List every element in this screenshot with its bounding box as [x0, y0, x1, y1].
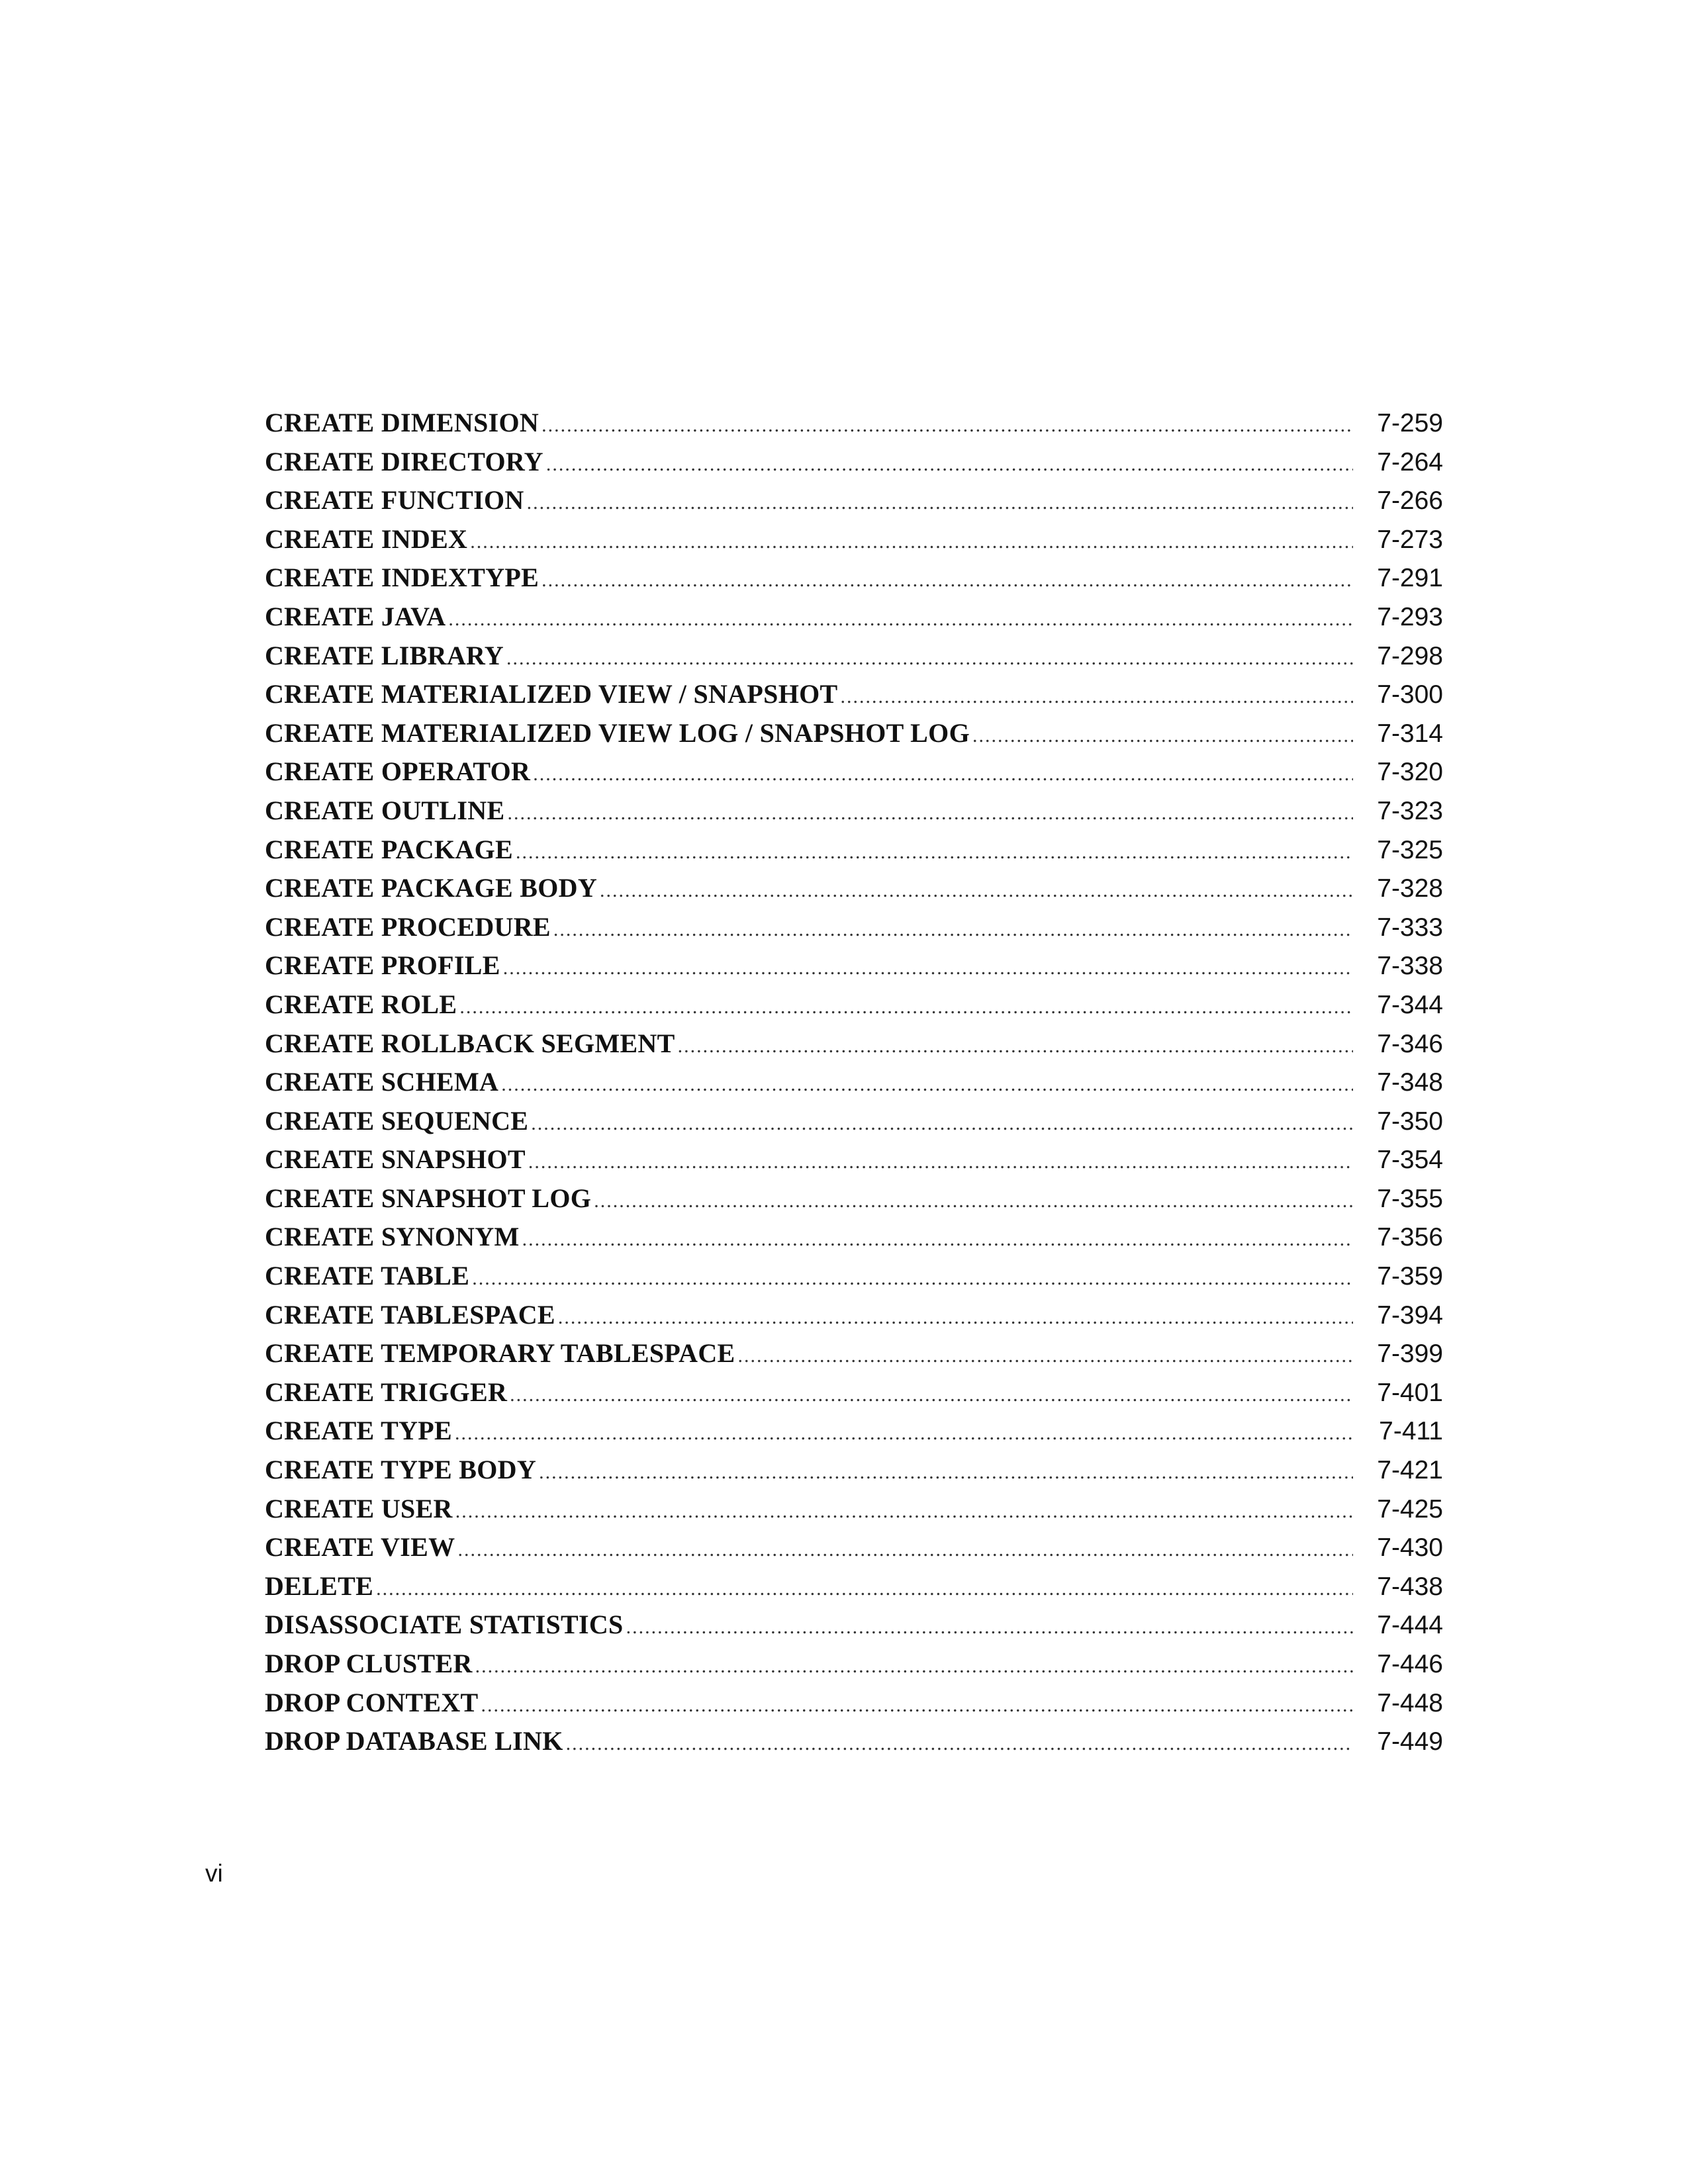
dot-leader	[972, 717, 1353, 756]
dot-leader	[626, 1608, 1353, 1647]
toc-entry-page[interactable]: 7-446	[1377, 1650, 1443, 1678]
toc-entry-page[interactable]: 7-411	[1379, 1417, 1443, 1446]
toc-entry-page[interactable]: 7-355	[1377, 1184, 1443, 1213]
toc-entry-page[interactable]: 7-348	[1377, 1068, 1443, 1097]
toc-entry-list	[265, 404, 1443, 1761]
toc-entry[interactable]	[265, 443, 1443, 482]
toc-entry-title[interactable]: CREATE TEMPORARY TABLESPACE	[265, 1338, 735, 1369]
toc-entry-title[interactable]: CREATE PROCEDURE	[265, 911, 551, 942]
toc-entry-title[interactable]: CREATE PACKAGE	[265, 834, 513, 864]
toc-entry-page[interactable]: 7-394	[1377, 1300, 1443, 1330]
toc-entry-page[interactable]: 7-273	[1377, 525, 1443, 554]
toc-entry[interactable]	[265, 869, 1443, 908]
toc-entry-page[interactable]: 7-344	[1377, 990, 1443, 1019]
toc-entry[interactable]	[265, 831, 1443, 870]
dot-leader	[470, 523, 1353, 562]
toc-entry-title[interactable]: CREATE TABLE	[265, 1261, 470, 1291]
dot-leader	[594, 1182, 1353, 1221]
toc-entry[interactable]	[265, 1606, 1443, 1645]
toc-entry[interactable]	[265, 559, 1443, 598]
toc-entry-page[interactable]: 7-449	[1377, 1727, 1443, 1756]
toc-entry[interactable]	[265, 1528, 1443, 1567]
toc-entry-title[interactable]: CREATE ROLLBACK SEGMENT	[265, 1028, 675, 1058]
dot-leader	[527, 484, 1353, 523]
toc-entry[interactable]	[265, 1645, 1443, 1684]
dot-leader	[506, 639, 1353, 678]
toc-entry-page[interactable]: 7-325	[1377, 835, 1443, 864]
toc-entry[interactable]	[265, 1024, 1443, 1064]
table-of-contents	[265, 404, 1443, 1761]
toc-entry[interactable]	[265, 1684, 1443, 1723]
dot-leader	[600, 872, 1353, 911]
toc-entry-page[interactable]: 7-266	[1377, 486, 1443, 516]
toc-entry[interactable]	[265, 1102, 1443, 1141]
toc-entry[interactable]	[265, 520, 1443, 559]
toc-entry-page[interactable]: 7-293	[1377, 602, 1443, 631]
toc-entry-title[interactable]: CREATE SCHEMA	[265, 1067, 499, 1097]
toc-entry[interactable]	[265, 675, 1443, 714]
toc-entry-title[interactable]: DELETE	[265, 1570, 374, 1601]
dot-leader	[516, 833, 1353, 872]
toc-entry[interactable]	[265, 1140, 1443, 1179]
toc-entry-page[interactable]: 7-346	[1377, 1029, 1443, 1058]
toc-entry-page[interactable]: 7-300	[1377, 680, 1443, 709]
toc-entry-page[interactable]: 7-323	[1377, 796, 1443, 825]
toc-entry-title[interactable]: CREATE TYPE	[265, 1416, 452, 1446]
toc-entry-title[interactable]: CREATE DIRECTORY	[265, 446, 543, 477]
toc-entry-title[interactable]: CREATE DIMENSION	[265, 408, 539, 437]
toc-entry-page[interactable]: 7-401	[1377, 1378, 1443, 1407]
toc-entry[interactable]	[265, 1218, 1443, 1257]
toc-entry-title[interactable]: DROP CONTEXT	[265, 1687, 479, 1717]
toc-entry-page[interactable]: 7-421	[1377, 1456, 1443, 1485]
toc-entry-title[interactable]: CREATE USER	[265, 1493, 453, 1524]
toc-entry-page[interactable]: 7-333	[1377, 913, 1443, 942]
toc-entry-title[interactable]: CREATE ROLE	[265, 989, 457, 1019]
toc-entry-page[interactable]: 7-425	[1377, 1494, 1443, 1524]
toc-entry-page[interactable]: 7-354	[1377, 1146, 1443, 1175]
dot-leader	[510, 1376, 1353, 1415]
toc-entry-page[interactable]: 7-399	[1377, 1340, 1443, 1369]
dot-leader	[531, 1105, 1353, 1144]
toc-entry-page[interactable]: 7-350	[1377, 1107, 1443, 1136]
toc-entry-title[interactable]: CREATE INDEX	[265, 523, 468, 554]
toc-entry[interactable]	[265, 1490, 1443, 1529]
toc-entry-title[interactable]: CREATE SNAPSHOT	[265, 1144, 526, 1175]
toc-entry[interactable]	[265, 1722, 1443, 1761]
toc-entry-title[interactable]: CREATE OPERATOR	[265, 756, 531, 787]
dot-leader	[738, 1337, 1353, 1376]
dot-leader	[503, 949, 1353, 988]
dot-leader	[522, 1220, 1353, 1259]
dot-leader	[566, 1725, 1353, 1764]
dot-leader	[507, 794, 1353, 833]
toc-entry[interactable]	[265, 1179, 1443, 1218]
dot-leader	[539, 1453, 1353, 1492]
dot-leader	[678, 1027, 1353, 1066]
toc-entry[interactable]	[265, 1296, 1443, 1335]
toc-entry-title[interactable]: CREATE OUTLINE	[265, 795, 505, 825]
dot-leader	[376, 1570, 1353, 1609]
toc-entry[interactable]	[265, 985, 1443, 1024]
toc-entry[interactable]	[265, 752, 1443, 792]
toc-entry-title[interactable]: DROP DATABASE LINK	[265, 1726, 563, 1756]
toc-entry-page[interactable]: 7-448	[1377, 1688, 1443, 1717]
toc-entry[interactable]	[265, 1373, 1443, 1412]
toc-entry-title[interactable]: CREATE VIEW	[265, 1532, 455, 1563]
toc-entry-page[interactable]: 7-264	[1377, 447, 1443, 477]
toc-entry[interactable]	[265, 1412, 1443, 1451]
toc-entry-page[interactable]: 7-338	[1377, 952, 1443, 981]
toc-entry-title[interactable]: CREATE FUNCTION	[265, 485, 524, 516]
toc-entry[interactable]	[265, 1063, 1443, 1102]
toc-entry-title[interactable]: CREATE JAVA	[265, 601, 446, 631]
toc-entry-title[interactable]: CREATE PACKAGE BODY	[265, 873, 598, 903]
dot-leader	[455, 1492, 1353, 1531]
toc-entry-title[interactable]: CREATE SYNONYM	[265, 1222, 520, 1252]
toc-entry[interactable]	[265, 1257, 1443, 1296]
toc-entry[interactable]	[265, 1334, 1443, 1373]
toc-entry[interactable]	[265, 1567, 1443, 1606]
toc-entry-title[interactable]: CREATE PROFILE	[265, 950, 500, 981]
toc-entry-page[interactable]: 7-438	[1377, 1572, 1443, 1601]
dot-leader	[457, 1531, 1353, 1570]
dot-leader	[481, 1686, 1353, 1725]
toc-entry[interactable]	[265, 714, 1443, 753]
page-number: vi	[205, 1860, 223, 1887]
toc-entry[interactable]	[265, 404, 1443, 443]
toc-entry-title[interactable]: CREATE SEQUENCE	[265, 1105, 529, 1136]
toc-entry-title[interactable]: CREATE SNAPSHOT LOG	[265, 1183, 592, 1213]
toc-entry-title[interactable]: CREATE TABLESPACE	[265, 1299, 555, 1330]
toc-entry[interactable]	[265, 946, 1443, 985]
toc-entry-page[interactable]: 7-320	[1377, 758, 1443, 787]
toc-entry-title[interactable]: CREATE TYPE BODY	[265, 1455, 537, 1485]
dot-leader	[841, 678, 1354, 717]
dot-leader	[448, 600, 1353, 639]
toc-entry[interactable]	[265, 1451, 1443, 1490]
toc-entry-title[interactable]: CREATE MATERIALIZED VIEW LOG / SNAPSHOT LOG	[265, 717, 970, 748]
dot-leader	[459, 988, 1353, 1027]
dot-leader	[533, 755, 1353, 794]
toc-entry-page[interactable]: 7-314	[1377, 719, 1443, 748]
toc-entry-page[interactable]: 7-356	[1377, 1223, 1443, 1252]
toc-entry-title[interactable]: DISASSOCIATE STATISTICS	[265, 1610, 624, 1640]
toc-entry-page[interactable]: 7-359	[1377, 1262, 1443, 1291]
toc-entry[interactable]	[265, 792, 1443, 831]
dot-leader	[475, 1647, 1353, 1686]
toc-entry-title[interactable]: DROP CLUSTER	[265, 1649, 473, 1678]
toc-entry-page[interactable]: 7-430	[1377, 1533, 1443, 1563]
toc-entry[interactable]	[265, 598, 1443, 637]
toc-entry-title[interactable]: CREATE MATERIALIZED VIEW / SNAPSHOT	[265, 679, 838, 709]
toc-entry-page[interactable]: 7-291	[1377, 564, 1443, 593]
toc-entry-page[interactable]: 7-298	[1377, 641, 1443, 670]
dot-leader	[541, 406, 1353, 445]
dot-leader	[455, 1414, 1353, 1453]
toc-entry-title[interactable]: CREATE LIBRARY	[265, 640, 504, 670]
toc-entry[interactable]	[265, 481, 1443, 520]
toc-entry[interactable]	[265, 637, 1443, 676]
dot-leader	[546, 445, 1353, 484]
toc-entry-page[interactable]: 7-259	[1377, 409, 1443, 437]
toc-entry-page[interactable]: 7-328	[1377, 874, 1443, 903]
dot-leader	[558, 1298, 1353, 1338]
toc-entry-page[interactable]: 7-444	[1377, 1611, 1443, 1640]
dot-leader	[541, 561, 1353, 600]
dot-leader	[553, 911, 1353, 950]
dot-leader	[472, 1259, 1353, 1298]
dot-leader	[501, 1066, 1353, 1105]
toc-entry-title[interactable]: CREATE INDEXTYPE	[265, 563, 539, 593]
dot-leader	[528, 1143, 1353, 1182]
toc-entry[interactable]	[265, 908, 1443, 947]
toc-entry-title[interactable]: CREATE TRIGGER	[265, 1377, 508, 1407]
